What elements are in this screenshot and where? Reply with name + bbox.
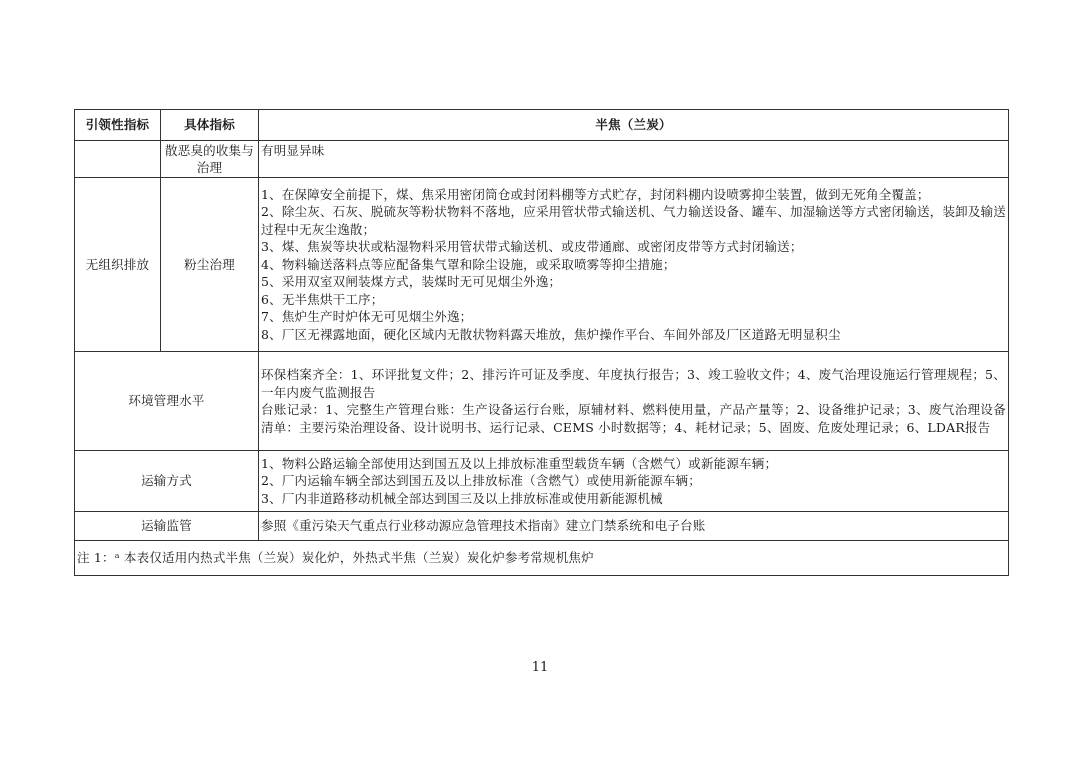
table-row-odor — [75, 141, 1009, 178]
transport-line-1: 1、物料公路运输全部使用达到国五及以上排放标准重型载货车辆（含燃气）或新能源车辆； — [261, 455, 778, 471]
dust-content — [259, 178, 1009, 352]
dust-line-3: 3、煤、焦炭等块状或粘湿物料采用管状带式输送机、或皮带通廊、或密闭皮带等方式封闭输送； — [261, 239, 803, 255]
table-header-row — [75, 110, 1009, 141]
indicator-table — [74, 109, 1009, 576]
table-row-monitor — [75, 512, 1009, 541]
dust-line-6: 6、无半焦烘干工序； — [261, 291, 384, 307]
transport-line-3: 3、厂内非道路移动机械全部达到国三及以上排放标准或使用新能源机械 — [261, 490, 663, 506]
dust-line-8: 8、厂区无裸露地面，硬化区域内无散状物料露天堆放，焦炉操作平台、车间外部及厂区道路无明显积尘 — [261, 326, 841, 342]
table-row-dust — [75, 178, 1009, 352]
odor-metric: 散恶臭的收集与治理 — [161, 141, 259, 178]
dust-line-1: 1、在保障安全前提下，煤、焦采用密闭筒仓或封闭料棚等方式贮存，封闭料棚内设喷雾抑尘装置，做到无死角全覆盖； — [261, 186, 930, 202]
header-semi-coke: 半焦（兰炭） — [259, 110, 1009, 141]
dust-line-5: 5、采用双室双闸装煤方式，装煤时无可见烟尘外逸； — [261, 274, 562, 290]
monitor-content: 参照《重污染天气重点行业移动源应急管理技术指南》建立门禁系统和电子台账 — [259, 512, 1009, 541]
dust-line-2: 2、除尘灰、石灰、脱硫灰等粉状物料不落地，应采用管状带式输送机、气力输送设备、罐车、加湿输送等方式密闭输送，装卸及输送过程中无灰尘逸散； — [261, 204, 1006, 237]
header-leading-indicator: 引领性指标 — [75, 110, 161, 141]
table-note: 注 1：ᵃ 本表仅适用内热式半焦（兰炭）炭化炉，外热式半焦（兰炭）炭化炉参考常规机焦炉 — [75, 541, 1009, 576]
table-row-note — [75, 541, 1009, 576]
env-line-1: 环保档案齐全：1、环评批复文件；2、排污许可证及季度、年度执行报告；3、竣工验收文件；4、废气治理设施运行管理规程；5、一年内废气监测报告 — [261, 367, 1006, 400]
transport-line-2: 2、厂内运输车辆全部达到国五及以上排放标准（含燃气）或使用新能源车辆； — [261, 473, 701, 489]
monitor-category: 运输监管 — [75, 512, 259, 541]
env-line-2: 台账记录：1、完整生产管理台账：生产设备运行台账，原辅材料、燃料使用量，产品产量等；2、设备维护记录；3、废气治理设备清单：主要污染治理设备、设计说明书、运行记录、CEMS 小时数据等；4、耗材记录；5、固废、危废处理记录；6、LDAR报告 — [261, 402, 1006, 435]
page-number: 11 — [531, 660, 549, 675]
transport-category: 运输方式 — [75, 451, 259, 512]
table-row-transport — [75, 451, 1009, 512]
env-category: 环境管理水平 — [75, 352, 259, 451]
env-content — [259, 352, 1009, 451]
dust-metric: 粉尘治理 — [161, 178, 259, 352]
table-row-env — [75, 352, 1009, 451]
header-specific-indicator: 具体指标 — [161, 110, 259, 141]
odor-content: 有明显异味 — [259, 141, 1009, 178]
odor-category-cell — [75, 141, 161, 178]
dust-category: 无组织排放 — [75, 178, 161, 352]
transport-content — [259, 451, 1009, 512]
dust-line-7: 7、焦炉生产时炉体无可见烟尘外逸； — [261, 309, 473, 325]
dust-line-4: 4、物料输送落料点等应配备集气罩和除尘设施，或采取喷雾等抑尘措施； — [261, 256, 676, 272]
